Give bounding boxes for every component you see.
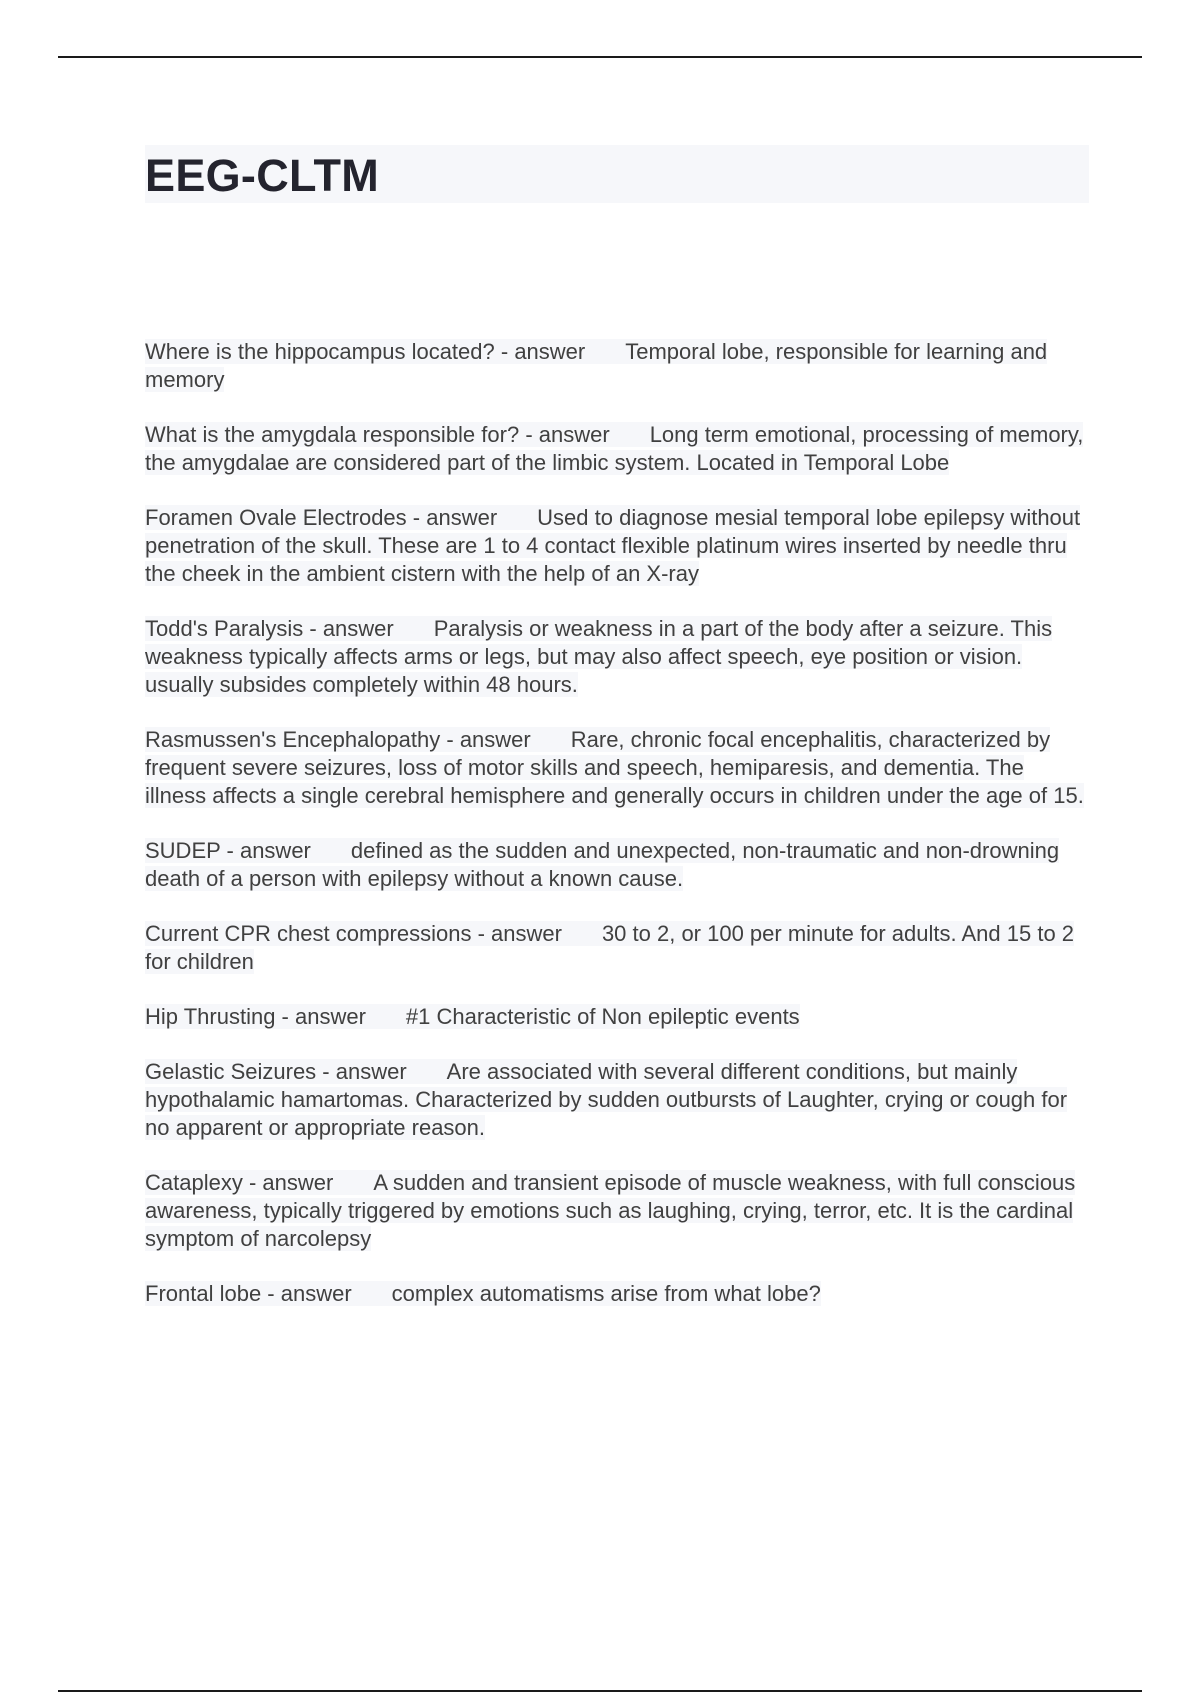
answer-separator: - answer bbox=[440, 727, 531, 752]
flashcard-list bbox=[145, 338, 1089, 1335]
bottom-rule bbox=[58, 1690, 1142, 1692]
card-term: Hip Thrusting bbox=[145, 1004, 276, 1029]
card-term: Frontal lobe bbox=[145, 1281, 262, 1306]
card-term: Gelastic Seizures bbox=[145, 1059, 317, 1084]
card-term: Todd's Paralysis bbox=[145, 616, 304, 641]
card-definition: Used to diagnose mesial temporal lobe epilepsy without penetration of the skull. These are 1 to 4 contact flexible platinum wires inserted by needle thru the cheek in the ambient cistern with the help of an X-ray bbox=[145, 505, 1081, 586]
flashcard bbox=[145, 1003, 1089, 1031]
card-term: Where is the hippocampus located? bbox=[145, 339, 495, 364]
card-term: Current CPR chest compressions bbox=[145, 921, 472, 946]
answer-separator: - answer bbox=[494, 339, 586, 364]
answer-separator: - answer bbox=[471, 921, 562, 946]
card-definition: Paralysis or weakness in a part of the body after a seizure. This weakness typically affects arms or legs, but may also affect speech, eye position or vision. usually subsides completely within 48 hours. bbox=[145, 616, 1053, 697]
card-definition: Temporal lobe, responsible for learning and memory bbox=[145, 339, 1048, 392]
flashcard bbox=[145, 338, 1089, 394]
flashcard bbox=[145, 1058, 1089, 1142]
card-term: Rasmussen's Encephalopathy bbox=[145, 727, 441, 752]
card-definition: A sudden and transient episode of muscle weakness, with full conscious awareness, typically triggered by emotions such as laughing, crying, terror, etc. It is the cardinal symptom of narcolepsy bbox=[145, 1170, 1076, 1251]
flashcard bbox=[145, 1169, 1089, 1253]
title-block bbox=[145, 145, 1089, 203]
flashcard bbox=[145, 615, 1089, 699]
answer-separator: - answer bbox=[220, 838, 311, 863]
flashcard bbox=[145, 421, 1089, 477]
answer-separator: - answer bbox=[406, 505, 498, 530]
answer-separator: - answer bbox=[519, 422, 610, 447]
flashcard bbox=[145, 726, 1089, 810]
card-term: SUDEP bbox=[145, 838, 221, 863]
card-definition: 30 to 2, or 100 per minute for adults. And 15 to 2 for children bbox=[145, 921, 1075, 974]
answer-separator: - answer bbox=[316, 1059, 407, 1084]
card-definition: Rare, chronic focal encephalitis, characterized by frequent severe seizures, loss of motor skills and speech, hemiparesis, and dementia. The illness affects a single cerebral hemisphere and generally occurs in children under the age of 15. bbox=[145, 727, 1084, 808]
answer-separator: - answer bbox=[261, 1281, 352, 1306]
card-definition: complex automatisms arise from what lobe? bbox=[391, 1281, 821, 1306]
card-term: What is the amygdala responsible for? bbox=[145, 422, 520, 447]
card-definition: defined as the sudden and unexpected, non-traumatic and non-drowning death of a person with epilepsy without a known cause. bbox=[145, 838, 1060, 891]
card-definition: #1 Characteristic of Non epileptic events bbox=[405, 1004, 800, 1029]
card-term: Foramen Ovale Electrodes bbox=[145, 505, 407, 530]
top-rule bbox=[58, 56, 1142, 58]
card-definition: Are associated with several different conditions, but mainly hypothalamic hamartomas. Characterized by sudden outbursts of Laughter, crying or cough for no apparent or appropriate reason. bbox=[145, 1059, 1068, 1140]
flashcard bbox=[145, 1280, 1089, 1308]
flashcard bbox=[145, 920, 1089, 976]
card-definition: Long term emotional, processing of memory, the amygdalae are considered part of the limbic system. Located in Temporal Lobe bbox=[145, 422, 1084, 475]
answer-separator: - answer bbox=[242, 1170, 334, 1195]
flashcard bbox=[145, 837, 1089, 893]
page-title: EEG-CLTM bbox=[145, 150, 380, 201]
flashcard bbox=[145, 504, 1089, 588]
answer-separator: - answer bbox=[275, 1004, 366, 1029]
card-term: Cataplexy bbox=[145, 1170, 243, 1195]
answer-separator: - answer bbox=[303, 616, 394, 641]
